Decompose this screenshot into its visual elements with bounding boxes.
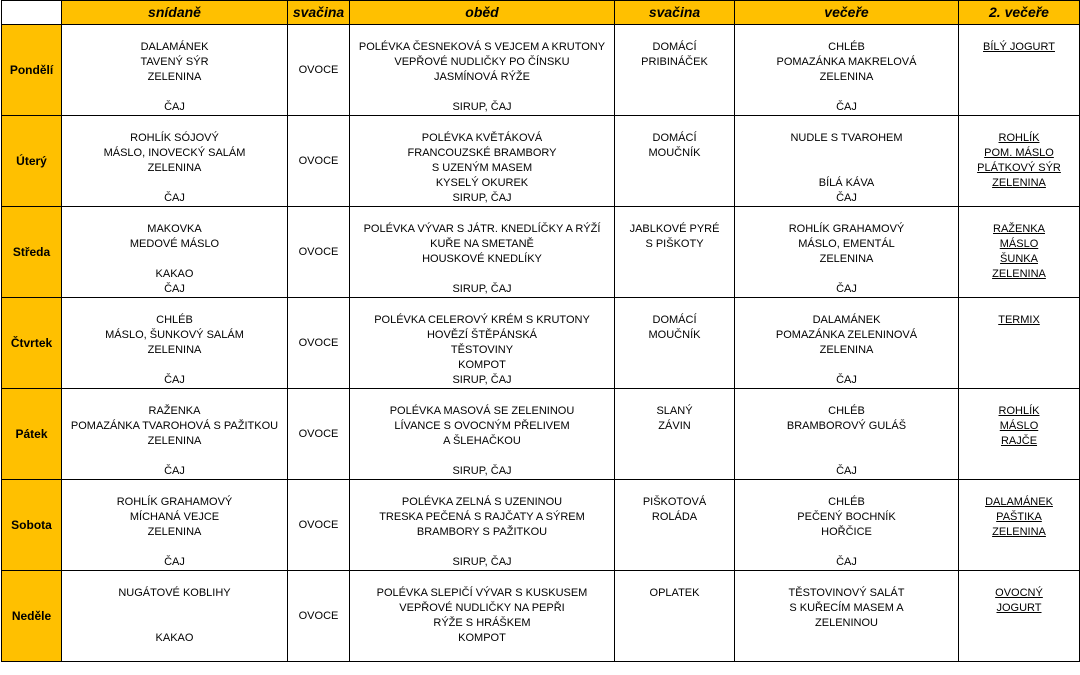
header-dinner: večeře xyxy=(735,1,959,25)
dinner-cell: CHLÉB xyxy=(735,404,959,419)
second-dinner-cell xyxy=(959,480,1080,496)
lunch-cell: SIRUP, ČAJ xyxy=(350,191,615,207)
second-dinner-cell xyxy=(959,100,1080,116)
afternoon-snack-cell xyxy=(615,464,735,480)
lunch-cell: HOUSKOVÉ KNEDLÍKY xyxy=(350,252,615,267)
menu-row xyxy=(2,100,1080,116)
second-dinner-cell: PLÁTKOVÝ SÝR xyxy=(959,161,1080,176)
menu-row xyxy=(2,358,1080,373)
afternoon-snack-cell xyxy=(615,85,735,100)
dinner-cell: ZELENINOU xyxy=(735,616,959,631)
second-dinner-cell xyxy=(959,328,1080,343)
afternoon-snack-cell: S PIŠKOTY xyxy=(615,237,735,252)
day-label: Úterý xyxy=(2,116,62,207)
second-dinner-cell xyxy=(959,616,1080,631)
menu-row xyxy=(2,146,1080,161)
lunch-cell: TRESKA PEČENÁ S RAJČATY A SÝREM xyxy=(350,510,615,525)
weekly-menu-table xyxy=(1,0,1080,662)
dinner-cell xyxy=(735,267,959,282)
menu-row xyxy=(2,495,1080,510)
menu-row xyxy=(2,616,1080,631)
afternoon-snack-cell xyxy=(615,176,735,191)
afternoon-snack-cell xyxy=(615,616,735,631)
lunch-cell: POLÉVKA KVĚTÁKOVÁ xyxy=(350,131,615,146)
lunch-cell xyxy=(350,25,615,41)
menu-row xyxy=(2,267,1080,282)
breakfast-cell: MÁSLO, INOVECKÝ SALÁM xyxy=(62,146,288,161)
dinner-cell xyxy=(735,116,959,132)
breakfast-cell: CHLÉB xyxy=(62,313,288,328)
afternoon-snack-cell xyxy=(615,191,735,207)
breakfast-cell: NUGÁTOVÉ KOBLIHY xyxy=(62,586,288,601)
lunch-cell: POLÉVKA VÝVAR S JÁTR. KNEDLÍČKY A RÝŽÍ xyxy=(350,222,615,237)
dinner-cell: POMAZÁNKA MAKRELOVÁ xyxy=(735,55,959,70)
morning-snack-cell: OVOCE xyxy=(288,571,350,662)
menu-row xyxy=(2,571,1080,587)
breakfast-cell: ČAJ xyxy=(62,100,288,116)
second-dinner-cell: POM. MÁSLO xyxy=(959,146,1080,161)
dinner-cell xyxy=(735,85,959,100)
afternoon-snack-cell xyxy=(615,434,735,449)
header-morning-snack: svačina xyxy=(288,1,350,25)
second-dinner-cell xyxy=(959,540,1080,555)
lunch-cell: POLÉVKA ČESNEKOVÁ S VEJCEM A KRUTONY xyxy=(350,40,615,55)
breakfast-cell: ČAJ xyxy=(62,464,288,480)
breakfast-cell: KAKAO xyxy=(62,631,288,646)
menu-row xyxy=(2,237,1080,252)
afternoon-snack-cell xyxy=(615,161,735,176)
lunch-cell: S UZENÝM MASEM xyxy=(350,161,615,176)
menu-row xyxy=(2,373,1080,389)
afternoon-snack-cell: SLANÝ xyxy=(615,404,735,419)
lunch-cell xyxy=(350,449,615,464)
menu-row xyxy=(2,85,1080,100)
menu-row xyxy=(2,25,1080,41)
dinner-cell: CHLÉB xyxy=(735,40,959,55)
breakfast-cell: ZELENINA xyxy=(62,343,288,358)
lunch-cell: SIRUP, ČAJ xyxy=(350,373,615,389)
afternoon-snack-cell xyxy=(615,207,735,223)
day-label: Pátek xyxy=(2,389,62,480)
header-corner xyxy=(2,1,62,25)
morning-snack-cell: OVOCE xyxy=(288,298,350,389)
dinner-cell xyxy=(735,571,959,587)
header-row xyxy=(2,1,1080,25)
afternoon-snack-cell xyxy=(615,646,735,662)
morning-snack-cell: OVOCE xyxy=(288,480,350,571)
afternoon-snack-cell xyxy=(615,252,735,267)
afternoon-snack-cell xyxy=(615,571,735,587)
second-dinner-cell xyxy=(959,343,1080,358)
dinner-cell xyxy=(735,540,959,555)
menu-row xyxy=(2,510,1080,525)
dinner-cell xyxy=(735,631,959,646)
menu-row xyxy=(2,191,1080,207)
breakfast-cell: KAKAO xyxy=(62,267,288,282)
afternoon-snack-cell xyxy=(615,100,735,116)
menu-row xyxy=(2,646,1080,662)
afternoon-snack-cell: ZÁVIN xyxy=(615,419,735,434)
dinner-cell: ČAJ xyxy=(735,555,959,571)
dinner-cell: BRAMBOROVÝ GULÁŠ xyxy=(735,419,959,434)
dinner-cell xyxy=(735,358,959,373)
afternoon-snack-cell xyxy=(615,389,735,405)
menu-row xyxy=(2,389,1080,405)
lunch-cell: A ŠLEHAČKOU xyxy=(350,434,615,449)
menu-row xyxy=(2,449,1080,464)
menu-row xyxy=(2,555,1080,571)
dinner-cell xyxy=(735,646,959,662)
lunch-cell: KYSELÝ OKUREK xyxy=(350,176,615,191)
afternoon-snack-cell xyxy=(615,70,735,85)
lunch-cell xyxy=(350,207,615,223)
dinner-cell: ČAJ xyxy=(735,282,959,298)
dinner-cell: POMAZÁNKA ZELENINOVÁ xyxy=(735,328,959,343)
afternoon-snack-cell: JABLKOVÉ PYRÉ xyxy=(615,222,735,237)
lunch-cell: KOMPOT xyxy=(350,358,615,373)
lunch-cell xyxy=(350,116,615,132)
lunch-cell: HOVĚZÍ ŠTĚPÁNSKÁ xyxy=(350,328,615,343)
dinner-cell: PEČENÝ BOCHNÍK xyxy=(735,510,959,525)
menu-row xyxy=(2,343,1080,358)
menu-row xyxy=(2,328,1080,343)
second-dinner-cell: BÍLÝ JOGURT xyxy=(959,40,1080,55)
breakfast-cell xyxy=(62,207,288,223)
second-dinner-cell xyxy=(959,646,1080,662)
dinner-cell xyxy=(735,207,959,223)
lunch-cell: SIRUP, ČAJ xyxy=(350,282,615,298)
second-dinner-cell xyxy=(959,631,1080,646)
second-dinner-cell: PAŠTIKA xyxy=(959,510,1080,525)
afternoon-snack-cell xyxy=(615,555,735,571)
second-dinner-cell: TERMIX xyxy=(959,313,1080,328)
second-dinner-cell xyxy=(959,298,1080,314)
lunch-cell: KOMPOT xyxy=(350,631,615,646)
breakfast-cell xyxy=(62,85,288,100)
afternoon-snack-cell: MOUČNÍK xyxy=(615,146,735,161)
afternoon-snack-cell: PRIBINÁČEK xyxy=(615,55,735,70)
breakfast-cell xyxy=(62,540,288,555)
breakfast-cell xyxy=(62,646,288,662)
breakfast-cell xyxy=(62,116,288,132)
second-dinner-cell: ROHLÍK xyxy=(959,131,1080,146)
lunch-cell: KUŘE NA SMETANĚ xyxy=(350,237,615,252)
second-dinner-cell: MÁSLO xyxy=(959,237,1080,252)
breakfast-cell: MAKOVKA xyxy=(62,222,288,237)
header-breakfast: snídaně xyxy=(62,1,288,25)
breakfast-cell: TAVENÝ SÝR xyxy=(62,55,288,70)
second-dinner-cell xyxy=(959,207,1080,223)
lunch-cell: VEPŘOVÉ NUDLIČKY NA PEPŘI xyxy=(350,601,615,616)
lunch-cell xyxy=(350,298,615,314)
lunch-cell: VEPŘOVÉ NUDLIČKY PO ČÍNSKU xyxy=(350,55,615,70)
second-dinner-cell xyxy=(959,85,1080,100)
breakfast-cell: ZELENINA xyxy=(62,525,288,540)
breakfast-cell xyxy=(62,298,288,314)
second-dinner-cell xyxy=(959,282,1080,298)
menu-row xyxy=(2,207,1080,223)
afternoon-snack-cell: DOMÁCÍ xyxy=(615,40,735,55)
afternoon-snack-cell xyxy=(615,267,735,282)
dinner-cell xyxy=(735,449,959,464)
dinner-cell xyxy=(735,25,959,41)
dinner-cell xyxy=(735,389,959,405)
menu-row xyxy=(2,282,1080,298)
second-dinner-cell xyxy=(959,116,1080,132)
breakfast-cell xyxy=(62,25,288,41)
afternoon-snack-cell xyxy=(615,601,735,616)
second-dinner-cell: ROHLÍK xyxy=(959,404,1080,419)
breakfast-cell: ZELENINA xyxy=(62,161,288,176)
afternoon-snack-cell xyxy=(615,540,735,555)
lunch-cell: POLÉVKA MASOVÁ SE ZELENINOU xyxy=(350,404,615,419)
second-dinner-cell: MÁSLO xyxy=(959,419,1080,434)
dinner-cell: MÁSLO, EMENTÁL xyxy=(735,237,959,252)
morning-snack-cell: OVOCE xyxy=(288,389,350,480)
dinner-cell: ČAJ xyxy=(735,100,959,116)
breakfast-cell: MÍCHANÁ VEJCE xyxy=(62,510,288,525)
second-dinner-cell xyxy=(959,373,1080,389)
breakfast-cell xyxy=(62,571,288,587)
menu-row xyxy=(2,40,1080,55)
second-dinner-cell xyxy=(959,449,1080,464)
second-dinner-cell xyxy=(959,464,1080,480)
second-dinner-cell xyxy=(959,70,1080,85)
dinner-cell: ČAJ xyxy=(735,191,959,207)
second-dinner-cell: ZELENINA xyxy=(959,176,1080,191)
menu-row xyxy=(2,252,1080,267)
menu-row xyxy=(2,586,1080,601)
second-dinner-cell: ŠUNKA xyxy=(959,252,1080,267)
second-dinner-cell xyxy=(959,389,1080,405)
breakfast-cell xyxy=(62,389,288,405)
second-dinner-cell xyxy=(959,555,1080,571)
afternoon-snack-cell: MOUČNÍK xyxy=(615,328,735,343)
breakfast-cell: ČAJ xyxy=(62,555,288,571)
afternoon-snack-cell xyxy=(615,25,735,41)
afternoon-snack-cell: DOMÁCÍ xyxy=(615,131,735,146)
breakfast-cell: ČAJ xyxy=(62,373,288,389)
day-label: Středa xyxy=(2,207,62,298)
breakfast-cell: DALAMÁNEK xyxy=(62,40,288,55)
second-dinner-cell: OVOCNÝ xyxy=(959,586,1080,601)
lunch-cell xyxy=(350,267,615,282)
dinner-cell: ROHLÍK GRAHAMOVÝ xyxy=(735,222,959,237)
dinner-cell: ČAJ xyxy=(735,464,959,480)
menu-row xyxy=(2,298,1080,314)
afternoon-snack-cell xyxy=(615,525,735,540)
second-dinner-cell xyxy=(959,571,1080,587)
dinner-cell xyxy=(735,298,959,314)
day-label: Čtvrtek xyxy=(2,298,62,389)
menu-row xyxy=(2,222,1080,237)
second-dinner-cell xyxy=(959,358,1080,373)
breakfast-cell: ROHLÍK SÓJOVÝ xyxy=(62,131,288,146)
menu-row xyxy=(2,419,1080,434)
menu-row xyxy=(2,525,1080,540)
dinner-cell: NUDLE S TVAROHEM xyxy=(735,131,959,146)
afternoon-snack-cell xyxy=(615,116,735,132)
lunch-cell: SIRUP, ČAJ xyxy=(350,555,615,571)
menu-row xyxy=(2,313,1080,328)
breakfast-cell xyxy=(62,176,288,191)
menu-row xyxy=(2,161,1080,176)
lunch-cell: SIRUP, ČAJ xyxy=(350,464,615,480)
lunch-cell: POLÉVKA CELEROVÝ KRÉM S KRUTONY xyxy=(350,313,615,328)
menu-row xyxy=(2,131,1080,146)
breakfast-cell: MÁSLO, ŠUNKOVÝ SALÁM xyxy=(62,328,288,343)
breakfast-cell xyxy=(62,616,288,631)
dinner-cell: ČAJ xyxy=(735,373,959,389)
lunch-cell: SIRUP, ČAJ xyxy=(350,100,615,116)
menu-row xyxy=(2,116,1080,132)
dinner-cell: ZELENINA xyxy=(735,70,959,85)
breakfast-cell: ZELENINA xyxy=(62,434,288,449)
second-dinner-cell: JOGURT xyxy=(959,601,1080,616)
day-label: Pondělí xyxy=(2,25,62,116)
lunch-cell xyxy=(350,571,615,587)
lunch-cell: LÍVANCE S OVOCNÝM PŘELIVEM xyxy=(350,419,615,434)
afternoon-snack-cell: PIŠKOTOVÁ xyxy=(615,495,735,510)
afternoon-snack-cell xyxy=(615,358,735,373)
menu-row xyxy=(2,480,1080,496)
lunch-cell xyxy=(350,646,615,662)
menu-row xyxy=(2,540,1080,555)
afternoon-snack-cell xyxy=(615,631,735,646)
second-dinner-cell xyxy=(959,191,1080,207)
menu-row xyxy=(2,70,1080,85)
afternoon-snack-cell xyxy=(615,480,735,496)
dinner-cell xyxy=(735,161,959,176)
lunch-cell: POLÉVKA ZELNÁ S UZENINOU xyxy=(350,495,615,510)
breakfast-cell: RAŽENKA xyxy=(62,404,288,419)
dinner-cell xyxy=(735,434,959,449)
header-afternoon-snack: svačina xyxy=(615,1,735,25)
lunch-cell: RÝŽE S HRÁŠKEM xyxy=(350,616,615,631)
lunch-cell xyxy=(350,480,615,496)
breakfast-cell: MEDOVÉ MÁSLO xyxy=(62,237,288,252)
day-label: Neděle xyxy=(2,571,62,662)
second-dinner-cell: ZELENINA xyxy=(959,267,1080,282)
header-second-dinner: 2. večeře xyxy=(959,1,1080,25)
afternoon-snack-cell: DOMÁCÍ xyxy=(615,313,735,328)
lunch-cell: FRANCOUZSKÉ BRAMBORY xyxy=(350,146,615,161)
menu-row xyxy=(2,404,1080,419)
menu-row xyxy=(2,434,1080,449)
lunch-cell: BRAMBORY S PAŽITKOU xyxy=(350,525,615,540)
dinner-cell: S KUŘECÍM MASEM A xyxy=(735,601,959,616)
afternoon-snack-cell xyxy=(615,298,735,314)
morning-snack-cell: OVOCE xyxy=(288,25,350,116)
breakfast-cell xyxy=(62,480,288,496)
morning-snack-cell: OVOCE xyxy=(288,207,350,298)
afternoon-snack-cell: OPLATEK xyxy=(615,586,735,601)
lunch-cell: TĚSTOVINY xyxy=(350,343,615,358)
dinner-cell xyxy=(735,146,959,161)
morning-snack-cell: OVOCE xyxy=(288,116,350,207)
breakfast-cell: ČAJ xyxy=(62,282,288,298)
dinner-cell: HOŘČICE xyxy=(735,525,959,540)
header-lunch: oběd xyxy=(350,1,615,25)
lunch-cell xyxy=(350,389,615,405)
second-dinner-cell: RAJČE xyxy=(959,434,1080,449)
afternoon-snack-cell xyxy=(615,343,735,358)
dinner-cell: CHLÉB xyxy=(735,495,959,510)
lunch-cell: POLÉVKA SLEPIČÍ VÝVAR S KUSKUSEM xyxy=(350,586,615,601)
menu-row xyxy=(2,631,1080,646)
menu-row xyxy=(2,601,1080,616)
breakfast-cell xyxy=(62,601,288,616)
lunch-cell xyxy=(350,85,615,100)
second-dinner-cell: DALAMÁNEK xyxy=(959,495,1080,510)
dinner-cell: BÍLÁ KÁVA xyxy=(735,176,959,191)
dinner-cell: TĚSTOVINOVÝ SALÁT xyxy=(735,586,959,601)
menu-row xyxy=(2,176,1080,191)
breakfast-cell xyxy=(62,358,288,373)
lunch-cell: JASMÍNOVÁ RÝŽE xyxy=(350,70,615,85)
day-label: Sobota xyxy=(2,480,62,571)
breakfast-cell xyxy=(62,252,288,267)
afternoon-snack-cell xyxy=(615,373,735,389)
second-dinner-cell: RAŽENKA xyxy=(959,222,1080,237)
dinner-cell: ZELENINA xyxy=(735,343,959,358)
second-dinner-cell xyxy=(959,55,1080,70)
breakfast-cell: ZELENINA xyxy=(62,70,288,85)
dinner-cell: DALAMÁNEK xyxy=(735,313,959,328)
breakfast-cell xyxy=(62,449,288,464)
second-dinner-cell: ZELENINA xyxy=(959,525,1080,540)
lunch-cell xyxy=(350,540,615,555)
menu-row xyxy=(2,55,1080,70)
breakfast-cell: ČAJ xyxy=(62,191,288,207)
afternoon-snack-cell xyxy=(615,282,735,298)
dinner-cell xyxy=(735,480,959,496)
afternoon-snack-cell xyxy=(615,449,735,464)
menu-row xyxy=(2,464,1080,480)
second-dinner-cell xyxy=(959,25,1080,41)
afternoon-snack-cell: ROLÁDA xyxy=(615,510,735,525)
breakfast-cell: POMAZÁNKA TVAROHOVÁ S PAŽITKOU xyxy=(62,419,288,434)
dinner-cell: ZELENINA xyxy=(735,252,959,267)
breakfast-cell: ROHLÍK GRAHAMOVÝ xyxy=(62,495,288,510)
